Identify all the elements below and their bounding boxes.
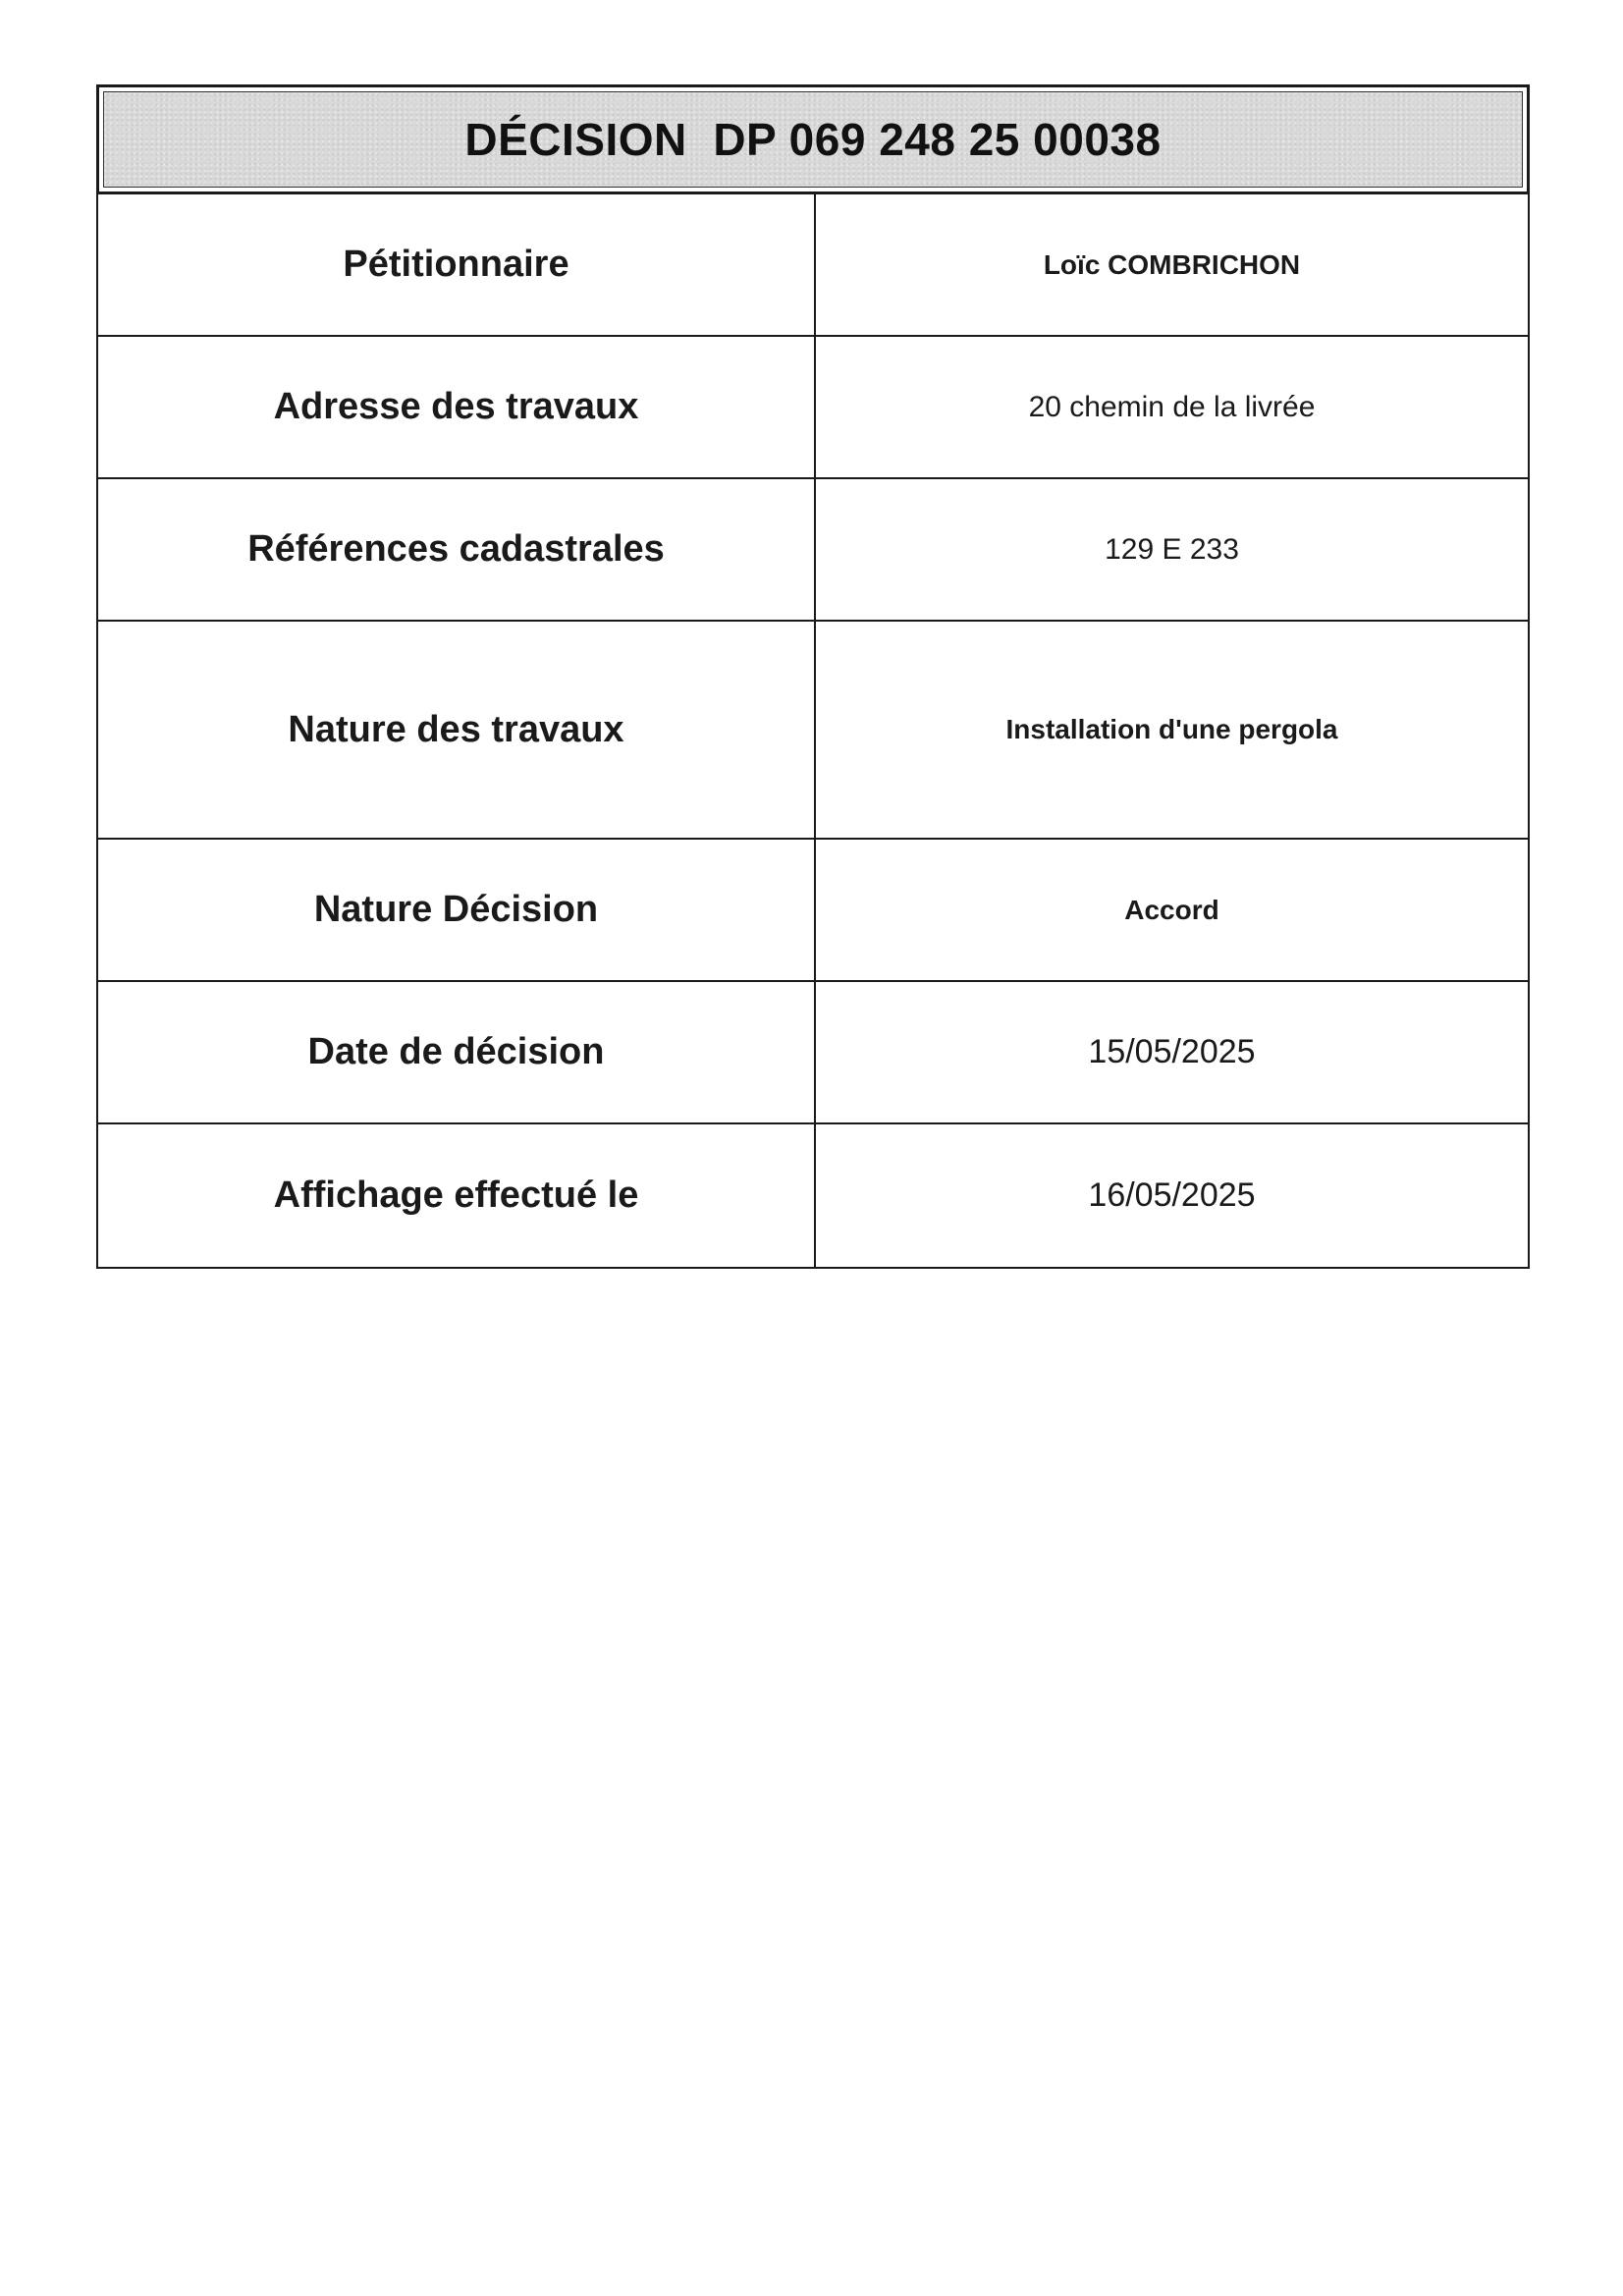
table-row-date-decision: [98, 982, 1528, 1124]
table-row-nature-decision: [98, 840, 1528, 982]
decision-title: DÉCISION DP 069 248 25 00038: [464, 114, 1162, 165]
row-value-nature-travaux: Installation d'une pergola: [1005, 714, 1338, 744]
table-row-references: [98, 479, 1528, 622]
row-label-affichage: Affichage effectué le: [98, 1124, 816, 1267]
row-value-petitionnaire: Loïc COMBRICHON: [1043, 248, 1301, 280]
row-value-nature-decision: Accord: [1124, 894, 1219, 925]
row-value-references: 129 E 233: [1105, 532, 1239, 566]
row-label-adresse: Adresse des travaux: [98, 337, 816, 477]
row-value-affichage: 16/05/2025: [1088, 1176, 1256, 1214]
row-label-petitionnaire: Pétitionnaire: [98, 194, 816, 335]
row-value-date-decision: 15/05/2025: [1088, 1033, 1256, 1070]
table-row-nature-travaux: [98, 622, 1528, 840]
table-row-adresse: [98, 337, 1528, 479]
row-label-nature-travaux: Nature des travaux: [98, 622, 816, 838]
row-label-nature-decision: Nature Décision: [98, 840, 816, 980]
decision-header-box: [96, 84, 1530, 194]
row-label-date-decision: Date de décision: [98, 982, 816, 1122]
decision-header-band: [103, 91, 1523, 188]
row-value-adresse: 20 chemin de la livrée: [1028, 390, 1316, 423]
table-row-affichage: [98, 1124, 1528, 1267]
row-label-references: Références cadastrales: [98, 479, 816, 620]
decision-table: [96, 194, 1530, 1269]
table-row-petitionnaire: [98, 194, 1528, 337]
